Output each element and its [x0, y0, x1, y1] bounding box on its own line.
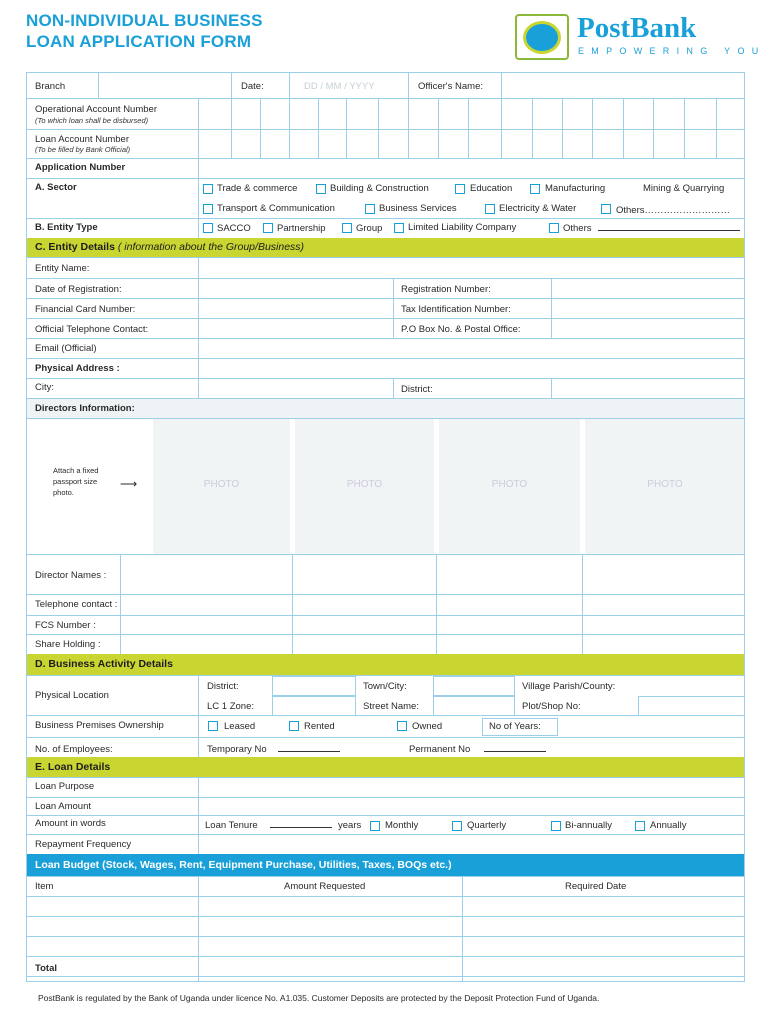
- telephone-label: Official Telephone Contact:: [35, 324, 149, 335]
- officer-name-label: Officer's Name:: [418, 81, 483, 92]
- tin-label: Tax Identification Number:: [401, 304, 511, 315]
- entity-type-option: Group: [356, 223, 383, 234]
- fcs-number-label: FCS Number :: [35, 620, 96, 631]
- repayment-frequency-label: Repayment Frequency: [35, 839, 132, 850]
- entity-name-label: Entity Name:: [35, 263, 90, 274]
- photo-slot-1[interactable]: PHOTO: [152, 419, 290, 554]
- section-d-title: D. Business Activity Details: [35, 658, 173, 670]
- form-title: [26, 10, 263, 52]
- brand-tagline: EMPOWERING YOU: [578, 46, 766, 56]
- sector-option: Mining & Quarrying: [643, 183, 725, 194]
- location-town-label: Town/City:: [363, 681, 407, 692]
- arrow-right-icon: ⟶: [120, 477, 138, 491]
- postbank-logo-icon: [515, 14, 569, 60]
- form-border: [26, 72, 745, 982]
- attach-photo-note: Attach a fixed passport size photo.: [53, 466, 99, 497]
- monthly-label: Monthly: [385, 820, 419, 831]
- owned-label: Owned: [412, 721, 443, 732]
- loan-account-label: Loan Account Number: [35, 134, 130, 145]
- application-number-label: Application Number: [35, 162, 126, 173]
- sector-option: Transport & Communication: [217, 203, 335, 214]
- date-field[interactable]: DD / MM / YYYY: [304, 81, 375, 92]
- op-account-label: Operational Account Number: [35, 104, 157, 115]
- location-street-label: Street Name:: [363, 701, 419, 712]
- pobox-label: P.O Box No. & Postal Office:: [401, 324, 521, 335]
- sector-option: Manufacturing: [545, 183, 606, 194]
- section-c-note: ( information about the Group/Business): [117, 241, 305, 253]
- title-line-2: LOAN APPLICATION FORM: [26, 32, 252, 51]
- photo-slot-2[interactable]: PHOTO: [294, 419, 434, 554]
- budget-title: Loan Budget (Stock, Wages, Rent, Equipment Purchase, Utilities, Taxes, BOQs etc.): [35, 859, 452, 871]
- years-label: No of Years:: [489, 721, 541, 732]
- annual-label: Annually: [650, 820, 687, 831]
- title-line-1: NON-INDIVIDUAL BUSINESS: [26, 11, 263, 30]
- physical-location-label: Physical Location: [35, 690, 109, 701]
- employees-label: No. of Employees:: [35, 744, 113, 755]
- sector-option: Trade & commerce: [217, 183, 298, 194]
- op-account-note: (To which loan shall be disbursed): [35, 116, 149, 125]
- sector-option: Education: [470, 183, 513, 194]
- sector-option: Business Services: [379, 203, 457, 214]
- entity-type-option: Others: [563, 223, 592, 234]
- location-village-label: Village Parish/County:: [522, 681, 616, 692]
- registration-date-label: Date of Registration:: [35, 284, 122, 295]
- loan-tenure-label: Loan Tenure: [205, 820, 258, 831]
- share-holding-label: Share Holding :: [35, 639, 101, 650]
- rented-label: Rented: [304, 721, 335, 732]
- district-label: District:: [401, 384, 433, 395]
- premises-ownership-label: Business Premises Ownership: [35, 720, 164, 731]
- location-lc1-label: LC 1 Zone:: [207, 701, 254, 712]
- entity-type-option: Partnership: [277, 223, 326, 234]
- sector-option: Building & Construction: [330, 183, 429, 194]
- quarterly-label: Quarterly: [467, 820, 507, 831]
- entity-type-option: Limited Liability Company: [408, 222, 517, 233]
- date-label: Date:: [241, 81, 264, 92]
- sector-option: Others………………………: [616, 205, 731, 216]
- city-label: City:: [35, 382, 54, 393]
- director-phone-label: Telephone contact :: [35, 599, 118, 610]
- brand-name: PostBank: [577, 12, 697, 44]
- location-district-label: District:: [207, 681, 239, 692]
- biannual-label: Bi-annually: [565, 820, 612, 831]
- sector-option: Electricity & Water: [499, 203, 577, 214]
- entity-type-option: SACCO: [217, 223, 251, 234]
- loan-amount-label: Loan Amount: [35, 801, 91, 812]
- temporary-label: Temporary No: [207, 744, 267, 755]
- regulatory-footer: PostBank is regulated by the Bank of Uganda under licence No. A1.035. Customer Deposits are protected by the Deposit Protection Fund of Uganda.: [38, 993, 600, 1003]
- tenure-years-label: years: [338, 820, 362, 831]
- permanent-label: Permanent No: [409, 744, 471, 755]
- budget-total-label: Total: [35, 963, 57, 974]
- entity-type-label: B. Entity Type: [35, 222, 98, 233]
- loan-account-note: (To be filled by Bank Official): [35, 145, 131, 154]
- director-names-label: Director Names :: [35, 570, 107, 581]
- section-e-title: E. Loan Details: [35, 761, 111, 773]
- branch-label: Branch: [35, 81, 66, 92]
- sector-label: A. Sector: [35, 182, 77, 193]
- directors-info-label: Directors Information:: [35, 403, 135, 414]
- budget-amount-header: Amount Requested: [284, 881, 366, 892]
- leased-label: Leased: [224, 721, 256, 732]
- loan-purpose-label: Loan Purpose: [35, 781, 95, 792]
- amount-words-label: Amount in words: [35, 818, 106, 829]
- photo-slot-4[interactable]: PHOTO: [584, 419, 745, 554]
- budget-item-header: Item: [35, 881, 54, 892]
- financial-card-label: Financial Card Number:: [35, 304, 136, 315]
- photo-slot-3[interactable]: PHOTO: [438, 419, 580, 554]
- section-c-title: C. Entity Details: [35, 241, 115, 253]
- email-label: Email (Official): [35, 343, 97, 354]
- physical-address-label: Physical Address :: [35, 363, 120, 374]
- registration-number-label: Registration Number:: [401, 284, 491, 295]
- location-plot-label: Plot/Shop No:: [522, 701, 581, 712]
- budget-date-header: Required Date: [565, 881, 627, 892]
